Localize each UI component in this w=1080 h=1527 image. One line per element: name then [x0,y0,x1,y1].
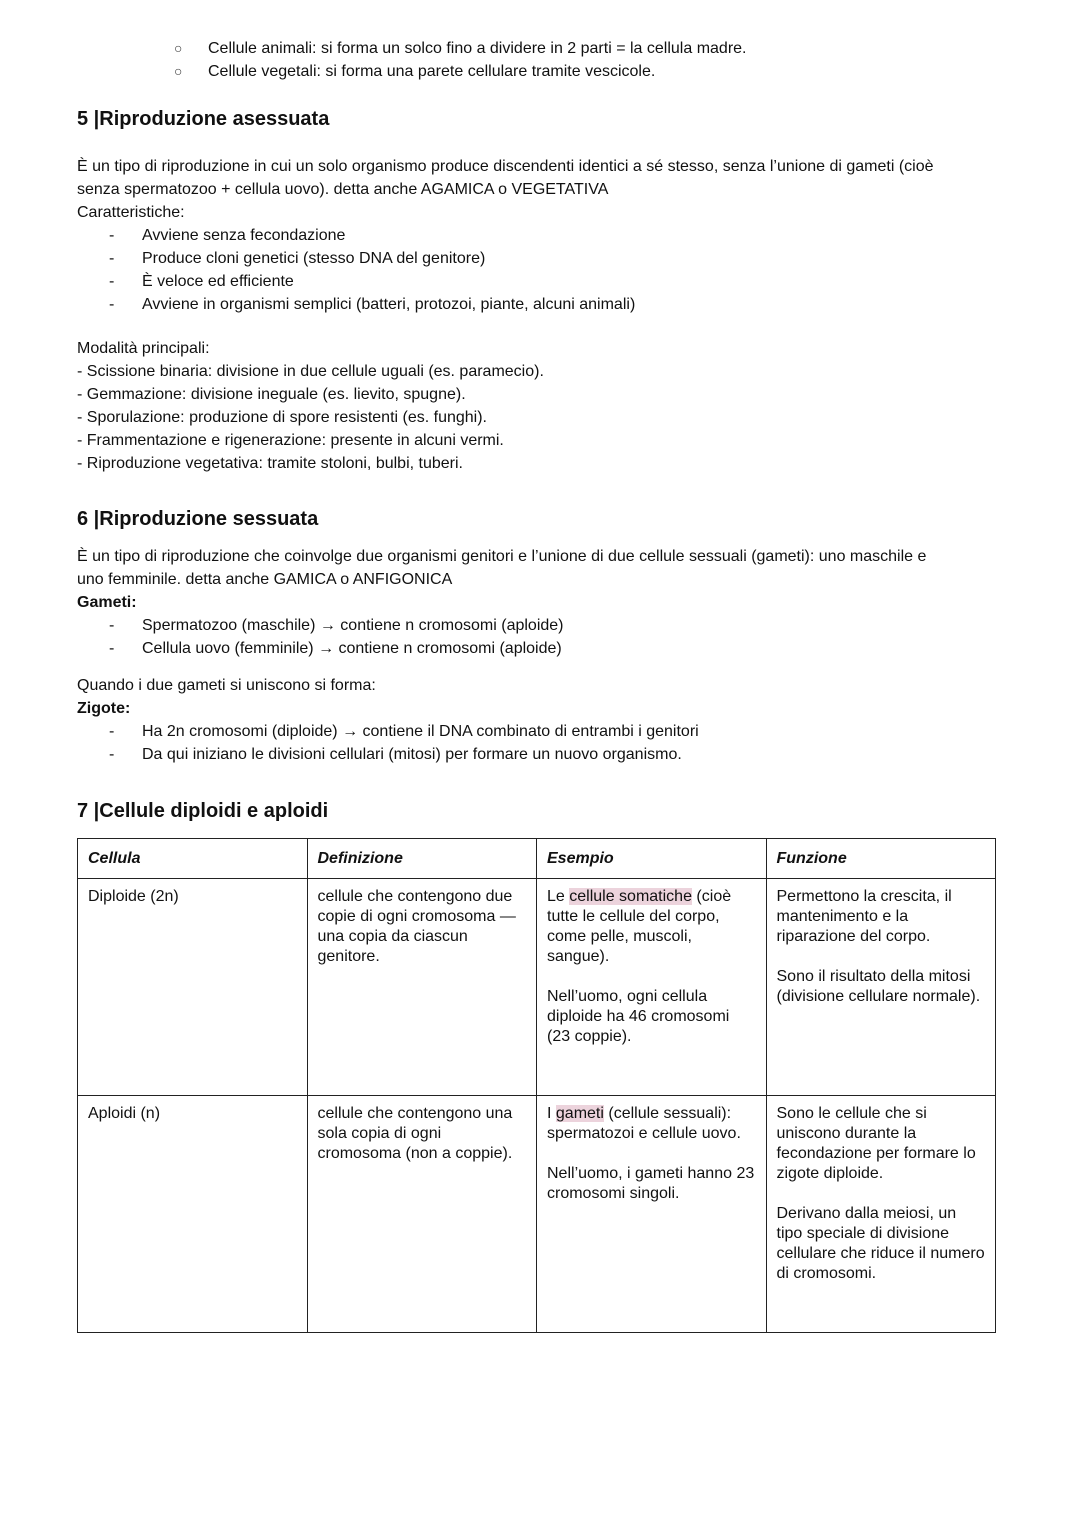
union-text: Quando i due gameti si uniscono si forma: [77,677,376,694]
function-paragraph: Derivano dalla meiosi, un tipo speciale di divisione cellulare che riduce il numero di cromosomi. [776,1205,985,1282]
text: (cioè tutte le cellule del corpo, come pelle, muscoli, sangue). [547,888,732,965]
example-paragraph: Nell’uomo, ogni cellula diploide ha 46 cromosomi (23 coppie). [547,988,730,1045]
list-item-text: Avviene senza fecondazione [142,227,346,244]
circle-bullet-icon: ○ [174,40,183,56]
list-item [77,743,1007,766]
table-header-row [78,839,996,879]
top-sub-list [77,37,746,83]
list-item [77,614,1007,637]
intro-line: uno femminile. detta anche GAMICA o ANFIGONICA [77,571,453,588]
highlighted-text: cellule somatiche [569,888,692,905]
intro-line: senza spermatozoo + cellula uovo). detta anche AGAMICA o VEGETATIVA [77,181,609,198]
modes-label: Modalità principali: [77,340,210,357]
mode-item: - Frammentazione e rigenerazione: presente in alcuni vermi. [77,432,504,449]
column-header: Esempio [537,839,767,879]
function-paragraph: Sono le cellule che si uniscono durante la fecondazione per formare lo zigote diploide. [776,1105,976,1182]
list-item-text: Produce cloni genetici (stesso DNA del genitore) [142,250,486,267]
list-item-text: Cellula uovo (femminile) → contiene n cromosomi (aploide) [142,640,562,657]
zygote-label: Zigote: [77,700,131,717]
list-item-text: È veloce ed efficiente [142,273,294,290]
intro-line: È un tipo di riproduzione in cui un solo organismo produce discendenti identici a sé stesso, senza l’unione di gameti (cioè [77,158,934,175]
list-item [77,293,1007,316]
list-item-text: Cellule vegetali: si forma una parete cellulare tramite vescicole. [208,63,656,80]
column-header: Funzione [766,839,996,879]
cell-function [766,1096,996,1333]
table-row [78,1096,996,1333]
cell-example [537,1096,767,1333]
table-row [78,879,996,1096]
dash-bullet-icon: - [109,723,115,740]
text: (cellule sessuali): spermatozoi e cellule uovo. [547,1105,741,1142]
function-paragraph: Permettono la crescita, il mantenimento e la riparazione del corpo. [776,888,952,945]
dash-bullet-icon: - [109,296,115,313]
section-7-heading: 7 |Cellule diploidi e aploidi [77,800,329,822]
circle-bullet-icon: ○ [174,63,183,79]
list-item [77,270,1007,293]
dash-bullet-icon: - [109,746,115,763]
mode-item: - Sporulazione: produzione di spore resistenti (es. funghi). [77,409,487,426]
cell-example [537,879,767,1096]
example-paragraph: Nell’uomo, i gameti hanno 23 cromosomi singoli. [547,1165,755,1202]
column-header: Cellula [78,839,308,879]
section-5-heading: 5 |Riproduzione asessuata [77,108,330,130]
list-item-text: Ha 2n cromosomi (diploide) → contiene il DNA combinato di entrambi i genitori [142,723,699,740]
list-item-text: Avviene in organismi semplici (batteri, protozoi, piante, alcuni animali) [142,296,636,313]
list-item-text: Spermatozoo (maschile) → contiene n cromosomi (aploide) [142,617,564,634]
mode-item: - Scissione binaria: divisione in due cellule uguali (es. paramecio). [77,363,544,380]
list-item [77,60,746,83]
features-label: Caratteristiche: [77,204,185,221]
section-6-heading: 6 |Riproduzione sessuata [77,508,319,530]
list-item [77,637,1007,660]
function-paragraph: Sono il risultato della mitosi (divisione cellulare normale). [776,968,981,1005]
cells-table [77,838,996,1333]
mode-item: - Riproduzione vegetativa: tramite stoloni, bulbi, tuberi. [77,455,463,472]
dash-bullet-icon: - [109,617,115,634]
gametes-label: Gameti: [77,594,137,611]
dash-bullet-icon: - [109,250,115,267]
dash-bullet-icon: - [109,227,115,244]
mode-item: - Gemmazione: divisione ineguale (es. lievito, spugne). [77,386,466,403]
cell-definition: cellule che contengono due copie di ogni cromosoma — una copia da ciascun genitore. [307,879,537,1096]
cell-definition: cellule che contengono una sola copia di ogni cromosoma (non a coppie). [307,1096,537,1333]
cell-function [766,879,996,1096]
dash-bullet-icon: - [109,640,115,657]
section-5-body [77,155,1007,316]
highlighted-text: gameti [555,1105,604,1122]
dash-bullet-icon: - [109,273,115,290]
cell-type: Diploide (2n) [78,879,308,1096]
list-item [77,37,746,60]
section-6-body [77,545,1007,660]
example-paragraph [547,887,756,967]
list-item-text: Da qui iniziano le divisioni cellulari (mitosi) per formare un nuovo organismo. [142,746,682,763]
zygote-block [77,674,1007,766]
example-paragraph [547,1104,756,1144]
text: Le [547,888,570,905]
list-item-text: Cellule animali: si forma un solco fino a dividere in 2 parti = la cellula madre. [208,40,747,57]
intro-line: È un tipo di riproduzione che coinvolge due organismi genitori e l’unione di due cellule sessuali (gameti): uno maschile e [77,548,927,565]
cell-type: Aploidi (n) [78,1096,308,1333]
modes-block [77,337,1007,475]
list-item [77,247,1007,270]
column-header: Definizione [307,839,537,879]
list-item [77,720,1007,743]
list-item [77,224,1007,247]
text: I [547,1105,556,1122]
